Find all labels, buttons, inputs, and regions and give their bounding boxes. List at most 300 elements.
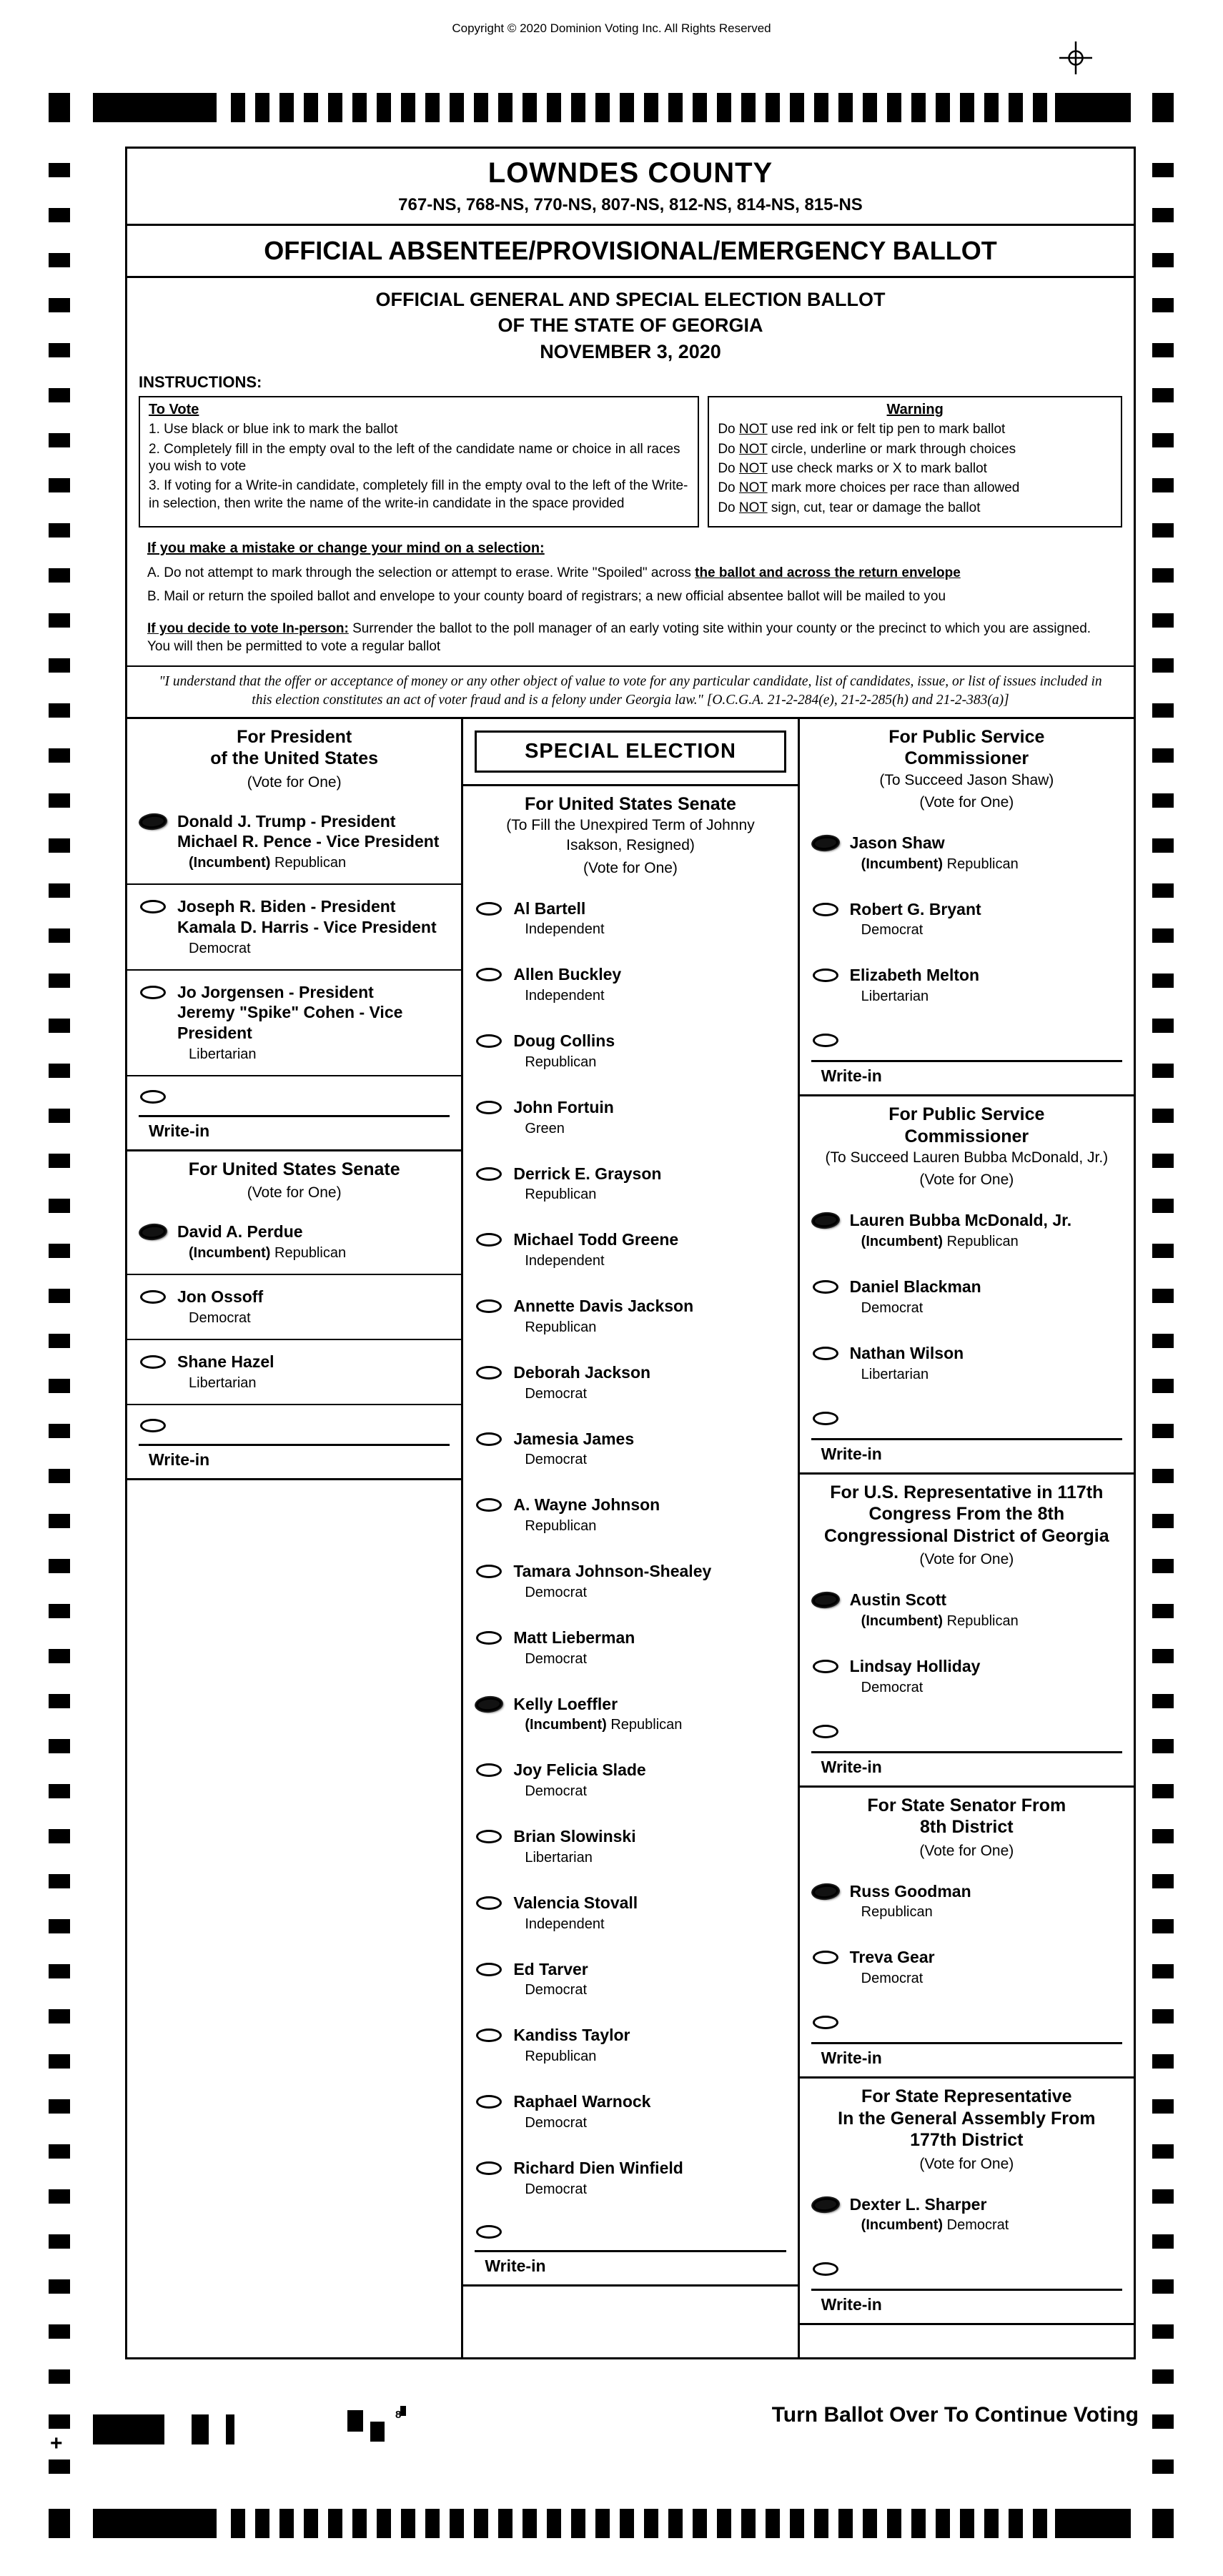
- write-in-oval[interactable]: [813, 2016, 838, 2029]
- timing-mark: [863, 93, 877, 122]
- candidate-party: Republican: [525, 1319, 597, 1335]
- timing-mark: [717, 93, 731, 122]
- candidate-oval[interactable]: [476, 1763, 502, 1777]
- candidate-oval-filled[interactable]: [812, 2196, 839, 2212]
- timing-mark: [304, 93, 318, 122]
- timing-mark: [49, 2324, 70, 2339]
- candidate-name: Jamesia James: [513, 1429, 635, 1448]
- timing-mark: [668, 2509, 683, 2538]
- write-in-oval-row: [127, 1404, 461, 1442]
- candidate-name: Joseph R. Biden - President: [177, 897, 396, 916]
- warning-item: Do NOT use red ink or felt tip pen to mark ballot: [718, 422, 1006, 437]
- candidate-name: Al Bartell: [513, 898, 586, 918]
- timing-mark: [1152, 658, 1174, 673]
- candidate-name: Raphael Warnock: [513, 2092, 651, 2111]
- warning-item: Do NOT sign, cut, tear or damage the ballot: [718, 500, 981, 515]
- candidate-oval-filled[interactable]: [812, 1213, 839, 1229]
- candidate-oval-filled[interactable]: [812, 835, 839, 851]
- timing-mark: [1152, 2324, 1174, 2339]
- warning-item: Do NOT use check marks or X to mark ballot: [718, 460, 987, 476]
- candidate-row: [800, 1577, 1134, 1643]
- candidate-oval[interactable]: [476, 902, 502, 916]
- candidate-oval[interactable]: [476, 1432, 502, 1446]
- timing-mark: [1152, 2459, 1174, 2474]
- candidate-oval-filled[interactable]: [139, 813, 167, 829]
- candidate-party: Democrat: [861, 1679, 924, 1695]
- candidate-name: A. Wayne Johnson: [513, 1495, 660, 1515]
- county-header: [127, 149, 1134, 226]
- candidate-info: [513, 1628, 793, 1668]
- candidate-row: [127, 883, 461, 969]
- write-in-oval[interactable]: [813, 1725, 838, 1738]
- candidate-name: Jeremy "Spike" Cohen - Vice President: [177, 1003, 403, 1043]
- timing-mark: [1152, 2414, 1174, 2429]
- candidate-list: [800, 2181, 1134, 2288]
- write-in-oval[interactable]: [813, 1412, 838, 1425]
- timing-mark: [425, 2509, 440, 2538]
- timing-mark: [255, 93, 269, 122]
- candidate-oval[interactable]: [813, 903, 838, 916]
- candidate-party: (Incumbent) Republican: [861, 1613, 1019, 1629]
- timing-mark: [255, 2509, 269, 2538]
- warning-item: Do NOT circle, underline or mark through choices: [718, 441, 1016, 457]
- timing-mark: [93, 93, 217, 122]
- mistake-heading: If you make a mistake or change your mind on a selection:: [147, 540, 545, 556]
- candidate-name: Matt Lieberman: [513, 1628, 635, 1647]
- timing-mark: [936, 2509, 950, 2538]
- incumbent-label: (Incumbent): [525, 1717, 611, 1733]
- candidate-oval[interactable]: [476, 2095, 502, 2109]
- candidate-oval[interactable]: [813, 1280, 838, 1294]
- timing-mark: [1152, 2054, 1174, 2069]
- timing-mark: [49, 613, 70, 628]
- timing-mark: [49, 298, 70, 312]
- election-header: [127, 278, 1134, 665]
- candidate-oval[interactable]: [813, 1660, 838, 1673]
- candidate-party: Democrat: [189, 940, 251, 956]
- special-election-banner: [463, 719, 797, 786]
- candidate-row: [800, 1264, 1134, 1330]
- candidate-party: Independent: [525, 1916, 605, 1932]
- copyright-line: Copyright © 2020 Dominion Voting Inc. All Rights Reserved: [452, 21, 771, 35]
- candidate-row: [463, 1615, 797, 1681]
- timing-mark: [1152, 1199, 1174, 1213]
- candidate-info: [513, 1959, 793, 2000]
- candidate-oval[interactable]: [476, 1101, 502, 1114]
- candidate-info: [177, 1222, 457, 1262]
- mistake-line-b: B. Mail or return the spoiled ballot and envelope to your county board of registrars; a new official absentee ballot will be mailed to you: [147, 588, 946, 604]
- contest-title: Commissioner: [904, 748, 1029, 769]
- candidate-oval[interactable]: [140, 1290, 166, 1304]
- timing-mark: [1152, 2369, 1174, 2384]
- mistake-instructions: [147, 540, 1114, 655]
- timing-mark: [668, 93, 683, 122]
- candidate-oval[interactable]: [476, 1830, 502, 1843]
- timing-mark: [1152, 1694, 1174, 1708]
- write-in-oval-row: [800, 1710, 1134, 1750]
- candidate-info: [513, 1229, 793, 1270]
- candidate-row: [800, 886, 1134, 953]
- timing-mark: [49, 2279, 70, 2294]
- candidate-party: (Incumbent) Republican: [861, 1234, 1019, 1250]
- timing-mark: [1152, 793, 1174, 808]
- timing-mark: [49, 1559, 70, 1573]
- candidate-oval[interactable]: [813, 1951, 838, 1964]
- candidate-info: [177, 1287, 457, 1327]
- timing-mark: [1152, 1964, 1174, 1978]
- contest-title: In the General Assembly From: [838, 2108, 1096, 2129]
- timing-mark: [1152, 2509, 1174, 2538]
- timing-mark: [49, 793, 70, 808]
- timing-mark: [1152, 1334, 1174, 1348]
- timing-mark: [49, 343, 70, 357]
- timing-mark: [741, 2509, 756, 2538]
- timing-mark: [620, 2509, 634, 2538]
- timing-mark: [1152, 703, 1174, 718]
- candidate-name: Doug Collins: [513, 1031, 615, 1051]
- candidate-oval[interactable]: [140, 900, 166, 913]
- contest-note: (To Fill the Unexpired Term of Johnny: [506, 817, 755, 834]
- write-in-oval[interactable]: [813, 2262, 838, 2276]
- timing-mark: [1152, 883, 1174, 898]
- candidate-party: Democrat: [861, 1299, 924, 1316]
- candidate-row: [463, 1747, 797, 1813]
- write-in-oval-row: [800, 2001, 1134, 2041]
- candidate-oval[interactable]: [476, 2028, 502, 2042]
- candidate-oval[interactable]: [476, 1034, 502, 1048]
- timing-mark: [1152, 298, 1174, 312]
- candidate-list: [127, 1210, 461, 1442]
- ballot-column-1: [127, 719, 461, 2357]
- candidate-oval[interactable]: [476, 1233, 502, 1247]
- timing-mark: [887, 2509, 901, 2538]
- candidate-info: [850, 1590, 1129, 1630]
- contest: [127, 719, 461, 1151]
- write-in-label: Write-in: [149, 1450, 210, 1469]
- felony-notice: "I understand that the offer or acceptance of money or any other object of value to vote for any particular candidate, list of candidates, issue, or list of issues included in this election constitutes an act of voter fraud and is a felony under Georgia law." [O.C.G.A. 21-2-284(e), 21-2-285(h) and 21-2-383(a)]: [127, 665, 1134, 716]
- contest-title: For President: [237, 726, 352, 747]
- timing-mark: [1055, 2509, 1131, 2538]
- candidate-row: [463, 1084, 797, 1151]
- write-in-label: Write-in: [821, 1444, 882, 1463]
- timing-mark: [693, 2509, 707, 2538]
- contest-title: Commissioner: [904, 1126, 1029, 1146]
- candidate-oval[interactable]: [476, 1498, 502, 1512]
- candidate-oval[interactable]: [813, 969, 838, 982]
- incumbent-label: (Incumbent): [189, 855, 274, 871]
- to-vote-items: [149, 421, 689, 512]
- timing-mark: [49, 2414, 70, 2429]
- candidate-party: Democrat: [861, 1971, 924, 1987]
- candidate-info: [513, 1694, 793, 1735]
- plus-mark: +: [50, 2432, 63, 2455]
- vote-for-instruction: (Vote for One): [919, 2155, 1014, 2172]
- sheet-code: 8: [395, 2409, 402, 2421]
- timing-mark: [49, 2099, 70, 2114]
- candidate-info: [513, 1826, 793, 1867]
- timing-mark: [425, 93, 440, 122]
- timing-mark: [741, 93, 756, 122]
- timing-mark: [1152, 253, 1174, 267]
- candidate-info: [850, 1210, 1129, 1251]
- timing-mark: [49, 1244, 70, 1258]
- candidate-info: [177, 811, 457, 873]
- timing-mark: [1152, 1109, 1174, 1123]
- candidate-party: Republican: [525, 1187, 597, 1203]
- candidate-name: Brian Slowinski: [513, 1827, 636, 1846]
- vote-for-instruction: (Vote for One): [247, 773, 342, 791]
- timing-mark: [49, 253, 70, 267]
- candidate-oval[interactable]: [813, 1347, 838, 1360]
- contest-title: For Public Service: [888, 726, 1045, 747]
- timing-mark: [49, 1649, 70, 1663]
- contest-title: Congress From the 8th: [868, 1504, 1065, 1525]
- write-in-oval[interactable]: [140, 1419, 166, 1432]
- contest-columns: [127, 717, 1134, 2357]
- contest: [800, 1475, 1134, 1788]
- contest-title: For Public Service: [888, 1104, 1045, 1125]
- candidate-name: Allen Buckley: [513, 965, 622, 984]
- write-in-label: Write-in: [821, 2049, 882, 2068]
- timing-mark: [1152, 2099, 1174, 2114]
- ballot-column-3: [798, 719, 1134, 2357]
- candidate-name: Russ Goodman: [849, 1881, 971, 1901]
- candidate-party: (Incumbent) Republican: [189, 1245, 347, 1262]
- timing-mark: [49, 2009, 70, 2023]
- candidate-info: [850, 2194, 1129, 2235]
- contest-note: (To Succeed Jason Shaw): [879, 771, 1054, 788]
- timing-mark: [49, 1109, 70, 1123]
- candidate-party: Democrat: [861, 922, 924, 938]
- candidate-oval[interactable]: [476, 1167, 502, 1181]
- candidate-info: [513, 1495, 793, 1535]
- timing-mark: [984, 93, 999, 122]
- election-date: NOVEMBER 3, 2020: [540, 340, 721, 362]
- timing-mark: [887, 93, 901, 122]
- candidate-info: [513, 1031, 793, 1071]
- timing-mark: [960, 2509, 974, 2538]
- contest-title: Congressional District of Georgia: [823, 1525, 1109, 1546]
- candidate-row: [127, 800, 461, 884]
- candidate-oval[interactable]: [476, 1366, 502, 1379]
- candidate-party: Democrat: [525, 1650, 588, 1667]
- candidate-info: [177, 982, 457, 1064]
- to-vote-item: 1. Use black or blue ink to mark the ballot: [149, 422, 398, 437]
- candidate-info: [513, 1164, 793, 1204]
- candidate-info: [177, 896, 457, 958]
- candidate-row: [463, 1283, 797, 1349]
- candidate-name: Jason Shaw: [849, 833, 945, 852]
- candidate-info: [177, 1352, 457, 1392]
- candidate-party: Libertarian: [189, 1374, 257, 1391]
- candidate-info: [513, 964, 793, 1005]
- timing-mark: [1152, 1424, 1174, 1438]
- candidate-party: Democrat: [525, 1452, 588, 1468]
- timing-mark: [790, 2509, 804, 2538]
- write-in-oval[interactable]: [813, 1034, 838, 1047]
- candidate-oval[interactable]: [476, 968, 502, 981]
- to-vote-item: 3. If voting for a Write-in candidate, completely fill in the empty oval to the left of the Write-in selection, then write the name of the write-in candidate in the space provided: [149, 478, 688, 511]
- vote-for-instruction: (Vote for One): [919, 793, 1014, 811]
- timing-mark: [49, 928, 70, 943]
- timing-mark: [1152, 1604, 1174, 1618]
- candidate-list: [800, 820, 1134, 1059]
- candidate-oval[interactable]: [476, 2161, 502, 2175]
- candidate-info: [850, 1947, 1129, 1988]
- candidate-info: [513, 1893, 793, 1933]
- candidate-oval[interactable]: [476, 1299, 502, 1313]
- candidate-party: Democrat: [525, 1584, 588, 1600]
- timing-mark: [1152, 613, 1174, 628]
- timing-mark: [644, 2509, 658, 2538]
- candidate-name: Robert G. Bryant: [849, 899, 981, 918]
- contest-note: (To Succeed Lauren Bubba McDonald, Jr.): [825, 1149, 1109, 1166]
- candidate-name: Valencia Stovall: [513, 1893, 638, 1912]
- timing-mark: [766, 93, 780, 122]
- candidate-name: Dexter L. Sharper: [849, 2194, 987, 2214]
- to-vote-box: [139, 396, 699, 527]
- timing-mark: [498, 93, 513, 122]
- candidate-party: Independent: [525, 1253, 605, 1269]
- candidate-info: [513, 2025, 793, 2066]
- timing-mark: [49, 1964, 70, 1978]
- candidate-row: [463, 1349, 797, 1416]
- incumbent-label: (Incumbent): [861, 1613, 947, 1629]
- contest: [800, 2079, 1134, 2325]
- candidate-row: [463, 1681, 797, 1748]
- candidate-oval[interactable]: [476, 1631, 502, 1645]
- candidate-name: Kelly Loeffler: [513, 1694, 618, 1713]
- timing-mark: [814, 2509, 828, 2538]
- candidate-oval[interactable]: [476, 1565, 502, 1578]
- timing-mark: [1152, 2009, 1174, 2023]
- precinct-list: 767-NS, 768-NS, 770-NS, 807-NS, 812-NS, 814-NS, 815-NS: [398, 195, 863, 214]
- write-in-oval-row: [127, 1075, 461, 1114]
- timing-mark: [1152, 1154, 1174, 1168]
- candidate-name: Derrick E. Grayson: [513, 1164, 662, 1183]
- write-in-oval[interactable]: [476, 2225, 502, 2239]
- timing-mark: [49, 1424, 70, 1438]
- candidate-list: [800, 1868, 1134, 2041]
- candidate-name: Ed Tarver: [513, 1959, 588, 1978]
- contest: [127, 1151, 461, 1480]
- timing-mark: [936, 93, 950, 122]
- write-in-oval-row: [800, 1397, 1134, 1437]
- write-in-label: Write-in: [821, 1757, 882, 1776]
- candidate-name: Shane Hazel: [177, 1352, 274, 1371]
- timing-mark: [192, 2414, 209, 2444]
- timing-mark: [644, 93, 658, 122]
- timing-mark: [1152, 433, 1174, 447]
- incumbent-label: (Incumbent): [861, 2217, 947, 2234]
- candidate-name: Lindsay Holliday: [849, 1656, 981, 1675]
- timing-mark: [1152, 1919, 1174, 1933]
- timing-mark: [547, 2509, 561, 2538]
- candidate-row: [800, 2181, 1134, 2248]
- timing-mark: [93, 2414, 164, 2444]
- timing-mark: [49, 208, 70, 222]
- candidate-row: [127, 1339, 461, 1404]
- timing-mark: [1055, 93, 1131, 122]
- candidate-party: Democrat: [525, 2114, 588, 2131]
- candidate-info: [850, 965, 1129, 1006]
- vote-for-instruction: (Vote for One): [919, 1551, 1014, 1568]
- candidate-oval[interactable]: [476, 1896, 502, 1910]
- candidate-oval[interactable]: [140, 986, 166, 999]
- contest: [800, 1788, 1134, 2079]
- candidate-oval-filled[interactable]: [139, 1224, 167, 1240]
- timing-mark: [547, 93, 561, 122]
- write-in-oval-row: [463, 2211, 797, 2249]
- timing-mark: [231, 93, 245, 122]
- contest-title: For State Representative: [861, 2086, 1072, 2107]
- candidate-oval[interactable]: [476, 1963, 502, 1976]
- vote-for-instruction: (Vote for One): [247, 1184, 342, 1202]
- timing-mark: [450, 93, 464, 122]
- write-in-oval[interactable]: [140, 1090, 166, 1104]
- timing-mark: [370, 2422, 385, 2442]
- candidate-info: [513, 1760, 793, 1800]
- timing-mark: [1152, 1784, 1174, 1798]
- timing-mark: [401, 2509, 415, 2538]
- timing-mark: [49, 1199, 70, 1213]
- candidate-oval-filled[interactable]: [476, 1696, 503, 1712]
- candidate-party: (Incumbent) Republican: [525, 1717, 683, 1733]
- candidate-list: [463, 886, 797, 2249]
- timing-mark: [1152, 2144, 1174, 2159]
- timing-mark: [49, 478, 70, 492]
- contest: [800, 719, 1134, 1097]
- candidate-oval[interactable]: [140, 1355, 166, 1369]
- candidate-info: [513, 1561, 793, 1602]
- timing-mark: [450, 2509, 464, 2538]
- timing-mark: [328, 93, 342, 122]
- in-person-instructions: If you decide to vote In-person: Surrender the ballot to the poll manager of an early voting site within your county or the precinct to which you are assigned. You will then be permitted to vote a regular ballot: [147, 621, 1091, 655]
- timing-mark: [49, 1694, 70, 1708]
- timing-mark: [717, 2509, 731, 2538]
- candidate-info: [850, 1656, 1129, 1697]
- candidate-row: [463, 1548, 797, 1615]
- candidate-info: [513, 1362, 793, 1403]
- candidate-party: Republican: [525, 1054, 597, 1070]
- contest-title: For U.S. Representative in 117th: [830, 1482, 1104, 1502]
- write-in-label: Write-in: [149, 1121, 210, 1140]
- contest-title: For State Senator From: [867, 1795, 1066, 1815]
- timing-mark: [595, 2509, 610, 2538]
- candidate-info: [850, 1881, 1129, 1922]
- timing-mark: [1152, 343, 1174, 357]
- ballot-type-title: OFFICIAL ABSENTEE/PROVISIONAL/EMERGENCY BALLOT: [127, 226, 1134, 278]
- mistake-line-a: A. Do not attempt to mark through the selection or attempt to erase. Write "Spoiled" across the ballot and across the return envelope: [147, 565, 961, 580]
- timing-mark: [49, 883, 70, 898]
- candidate-name: Joy Felicia Slade: [513, 1760, 646, 1780]
- incumbent-label: (Incumbent): [189, 1245, 274, 1262]
- timing-mark: [49, 748, 70, 763]
- ballot-column-2: [461, 719, 797, 2357]
- candidate-list: [800, 1577, 1134, 1750]
- timing-mark: [49, 703, 70, 718]
- candidate-party: Green: [525, 1120, 565, 1136]
- candidate-info: [513, 1296, 793, 1337]
- candidate-oval-filled[interactable]: [812, 1592, 839, 1608]
- timing-mark: [523, 93, 537, 122]
- candidate-oval-filled[interactable]: [812, 1883, 839, 1899]
- timing-mark: [352, 93, 367, 122]
- candidate-name: Jo Jorgensen - President: [177, 982, 374, 1001]
- timing-mark: [49, 2189, 70, 2204]
- candidate-party: Libertarian: [525, 1849, 593, 1866]
- timing-mark: [93, 2509, 217, 2538]
